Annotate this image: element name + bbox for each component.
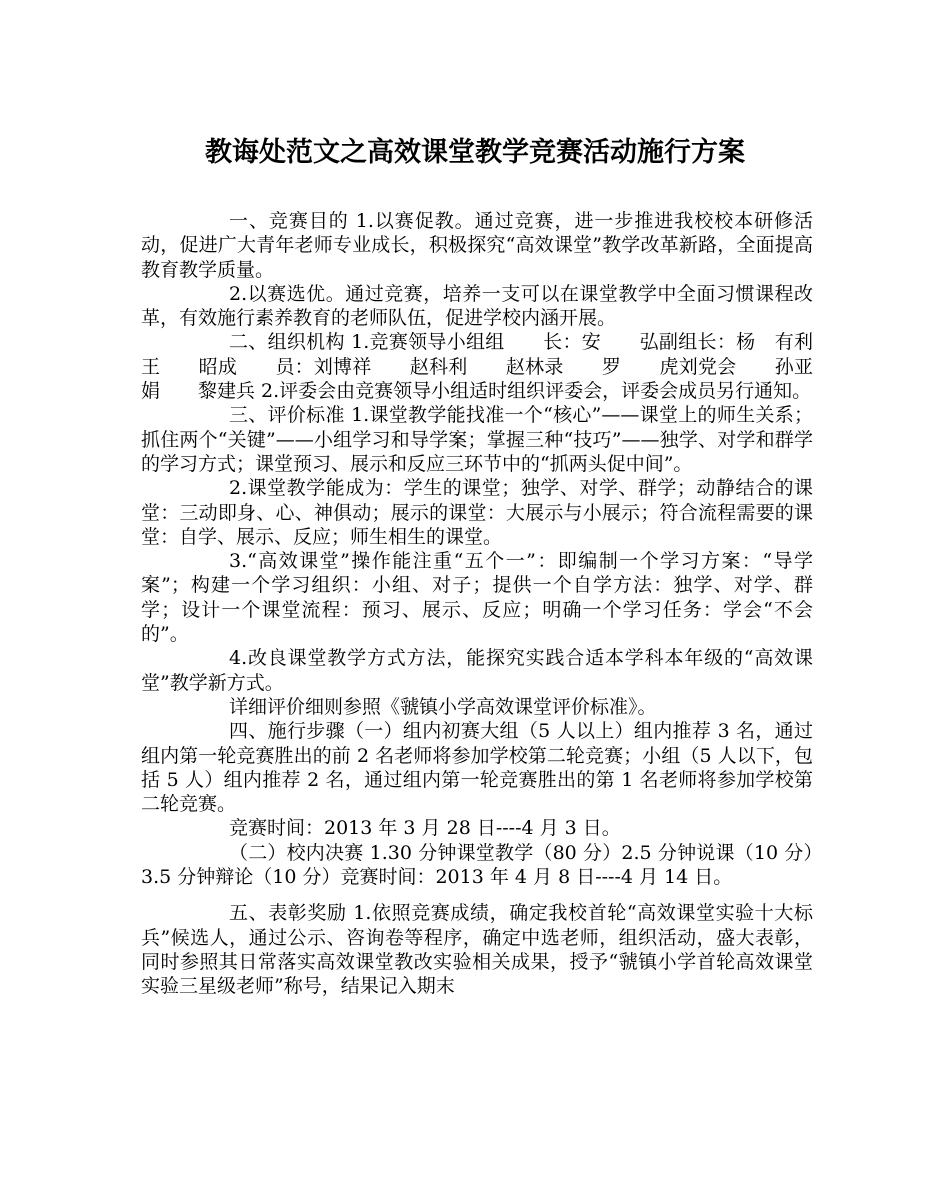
paragraph-competition-purpose: 一、竞赛目的 1.以赛促教。通过竞赛，进一步推进我校校本研修活动，促进广大青年老师专业成长，积极探究“高效课堂”教学改革新路，全面提高教育教学质量。 bbox=[141, 210, 813, 281]
document-title: 教诲处范文之高效课堂教学竞赛活动施行方案 bbox=[205, 137, 745, 168]
paragraph-five-ones: 3.“高效课堂”操作能注重“五个一”：即编制一个学习方案：“导学案”；构建一个学习组织：小组、对子；提供一个自学方法：独学、对学、群学；设计一个课堂流程：预习、展示、反应；明确一个学习任务：学会“不会的”。 bbox=[141, 550, 813, 646]
paragraph-evaluation-reference: 详细评价细则参照《虢镇小学高效课堂评价标准》。 bbox=[229, 695, 657, 718]
document-body bbox=[141, 209, 852, 999]
paragraph-improve-methods: 4.改良课堂教学方式方法，能探究实践合适本学科本年级的“高效课堂”教学新方式。 bbox=[141, 647, 813, 694]
paragraph-preliminary-time: 竞赛时间：2013 年 3 月 28 日----4 月 3 日。 bbox=[229, 817, 621, 840]
paragraph-awards: 五、表彰奖励 1.依照竞赛成绩，确定我校首轮“高效课堂实验十大标兵”候选人，通过公示、咨询卷等程序，确定中选老师，组织活动，盛大表彰，同时参照其日常落实高效课堂教改实验相关成果，授予“虢镇小学首轮高效课堂实验三星级老师”称号，结果记入期末 bbox=[141, 902, 813, 998]
paragraph-evaluation-criteria: 三、评价标准 1.课堂教学能找准一个“核心”——课堂上的师生关系；抓住两个“关键”——小组学习和导学案；掌握三种“技巧”——独学、对学和群学的学习方式；课堂预习、展示和反应三环节中的“抓两头促中间”。 bbox=[141, 404, 813, 475]
paragraph-implementation-steps: 四、施行步骤（一）组内初赛大组（5 人以上）组内推荐 3 名，通过组内第一轮竞赛胜出的前 2 名老师将参加学校第二轮竞赛；小组（5 人以下，包括 5 人）组内推荐 2 名，通过组内第一轮竞赛胜出的第 1 名老师将参加学校第二轮竞赛。 bbox=[141, 720, 813, 816]
paragraph-select-excellence: 2.以赛选优。通过竞赛，培养一支可以在课堂教学中全面习惯课程改革，有效施行素养教育的老师队伍，促进学校内涵开展。 bbox=[141, 282, 813, 330]
paragraph-final-round: （二）校内决赛 1.30 分钟课堂教学（80 分）2.5 分钟说课（10 分）3.5 分钟辩论（10 分）竞赛时间：2013 年 4 月 8 日----4 月 14 日。 bbox=[141, 841, 813, 889]
paragraph-organization: 二、组织机构 1.竞赛领导小组组 长：安 弘副组长：杨 有利 王 昭成 员：刘博祥 赵科利 赵林录 罗 虎刘党会 孙亚娟 黎建兵 2.评委会由竞赛领导小组适时组织评委会，评委会成员另行通知。 bbox=[141, 331, 852, 403]
paragraph-classroom-types: 2.课堂教学能成为：学生的课堂；独学、对学、群学；动静结合的课堂：三动即身、心、神俱动；展示的课堂：大展示与小展示；符合流程需要的课堂：自学、展示、反应；师生相生的课堂。 bbox=[141, 477, 813, 548]
